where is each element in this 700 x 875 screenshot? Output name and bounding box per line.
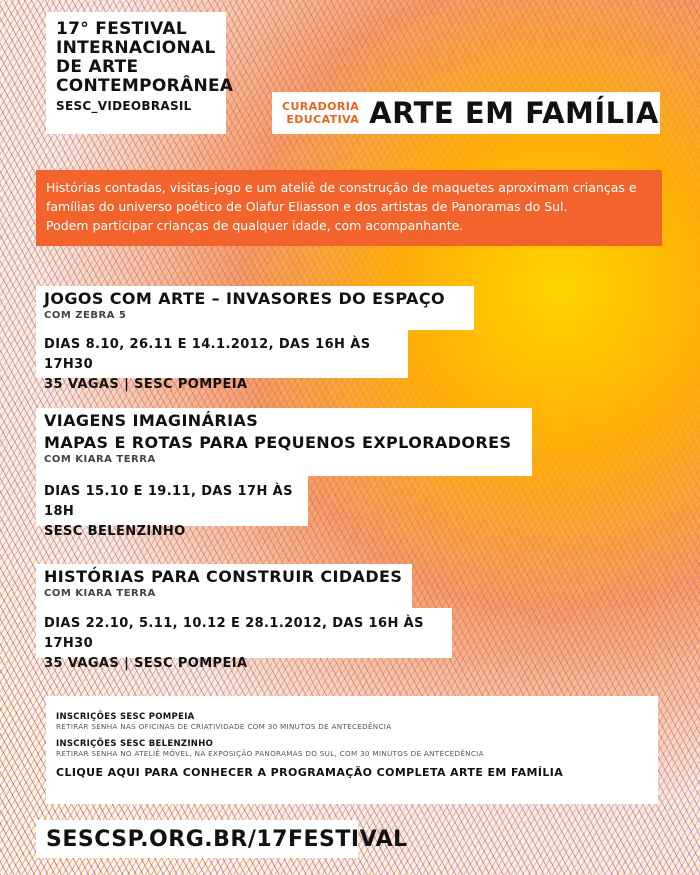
event-2-info — [36, 476, 308, 539]
registration-panel — [46, 696, 658, 804]
festival-title-line: DE ARTE — [56, 57, 139, 77]
festival-title-line: INTERNACIONAL — [56, 38, 216, 58]
event-3-header — [36, 564, 412, 608]
registration-pompeia-heading: INSCRIÇÕES SESC POMPEIA — [56, 712, 195, 722]
festival-organizer: SESC_VIDEOBRASIL — [56, 99, 192, 113]
event-1-header — [36, 286, 474, 330]
festival-url-link[interactable]: SESCSP.ORG.BR/17FESTIVAL — [36, 820, 358, 858]
event-title: HISTÓRIAS PARA CONSTRUIR CIDADES — [44, 567, 403, 586]
event-1-info — [36, 330, 408, 392]
intro-line: Podem participar crianças de qualquer idade, com acompanhante. — [46, 218, 464, 233]
event-2-header — [36, 408, 532, 476]
event-dates: DIAS 22.10, 5.11, 10.12 E 28.1.2012, DAS 16H ÀS 17H30 — [44, 616, 424, 651]
program-label-line: EDUCATIVA — [286, 113, 360, 126]
program-label-line: CURADORIA — [282, 100, 360, 113]
event-title: JOGOS COM ARTE – INVASORES DO ESPAÇO — [44, 289, 445, 308]
event-venue: 35 VAGAS | SESC POMPEIA — [44, 656, 248, 671]
event-dates: DIAS 8.10, 26.11 E 14.1.2012, DAS 16H ÀS 17H30 — [44, 337, 371, 372]
intro-panel — [36, 170, 662, 246]
event-facilitator: COM ZEBRA 5 — [44, 310, 127, 321]
festival-title-line: 17° FESTIVAL — [56, 19, 188, 39]
program-label — [282, 100, 359, 126]
event-venue: SESC BELENZINHO — [44, 524, 186, 539]
registration-pompeia-text: RETIRAR SENHA NAS OFICINAS DE CRIATIVIDADE COM 30 MINUTOS DE ANTECEDÊNCIA — [56, 722, 392, 731]
registration-belenzinho-heading: INSCRIÇÕES SESC BELENZINHO — [56, 739, 214, 749]
event-facilitator: COM KIARA TERRA — [44, 454, 156, 465]
registration-belenzinho-text: RETIRAR SENHA NO ATELIÊ MÓVEL, NA EXPOSIÇÃO PANORAMAS DO SUL, COM 30 MINUTOS DE ANTECEDÊNCIA — [56, 749, 484, 758]
event-venue: 35 VAGAS | SESC POMPEIA — [44, 377, 248, 392]
event-title: VIAGENS IMAGINÁRIAS — [44, 411, 259, 430]
program-header — [272, 92, 660, 134]
event-title: MAPAS E ROTAS PARA PEQUENOS EXPLORADORES — [44, 433, 512, 452]
event-3-info — [36, 608, 452, 671]
event-dates: DIAS 15.10 E 19.11, DAS 17H ÀS 18H — [44, 484, 293, 519]
event-facilitator: COM KIARA TERRA — [44, 588, 156, 599]
festival-title — [56, 19, 234, 96]
festival-title-line: CONTEMPORÂNEA — [56, 76, 234, 96]
intro-line: famílias do universo poético de Olafur Eliasson e dos artistas de Panoramas do Sul. — [46, 199, 568, 214]
intro-line: Histórias contadas, visitas-jogo e um ateliê de construção de maquetes aproximam crianças e — [46, 180, 637, 195]
festival-header — [46, 12, 234, 134]
full-program-link[interactable]: CLIQUE AQUI PARA CONHECER A PROGRAMAÇÃO COMPLETA ARTE EM FAMÍLIA — [56, 766, 564, 779]
program-title: ARTE EM FAMÍLIA — [369, 96, 659, 130]
